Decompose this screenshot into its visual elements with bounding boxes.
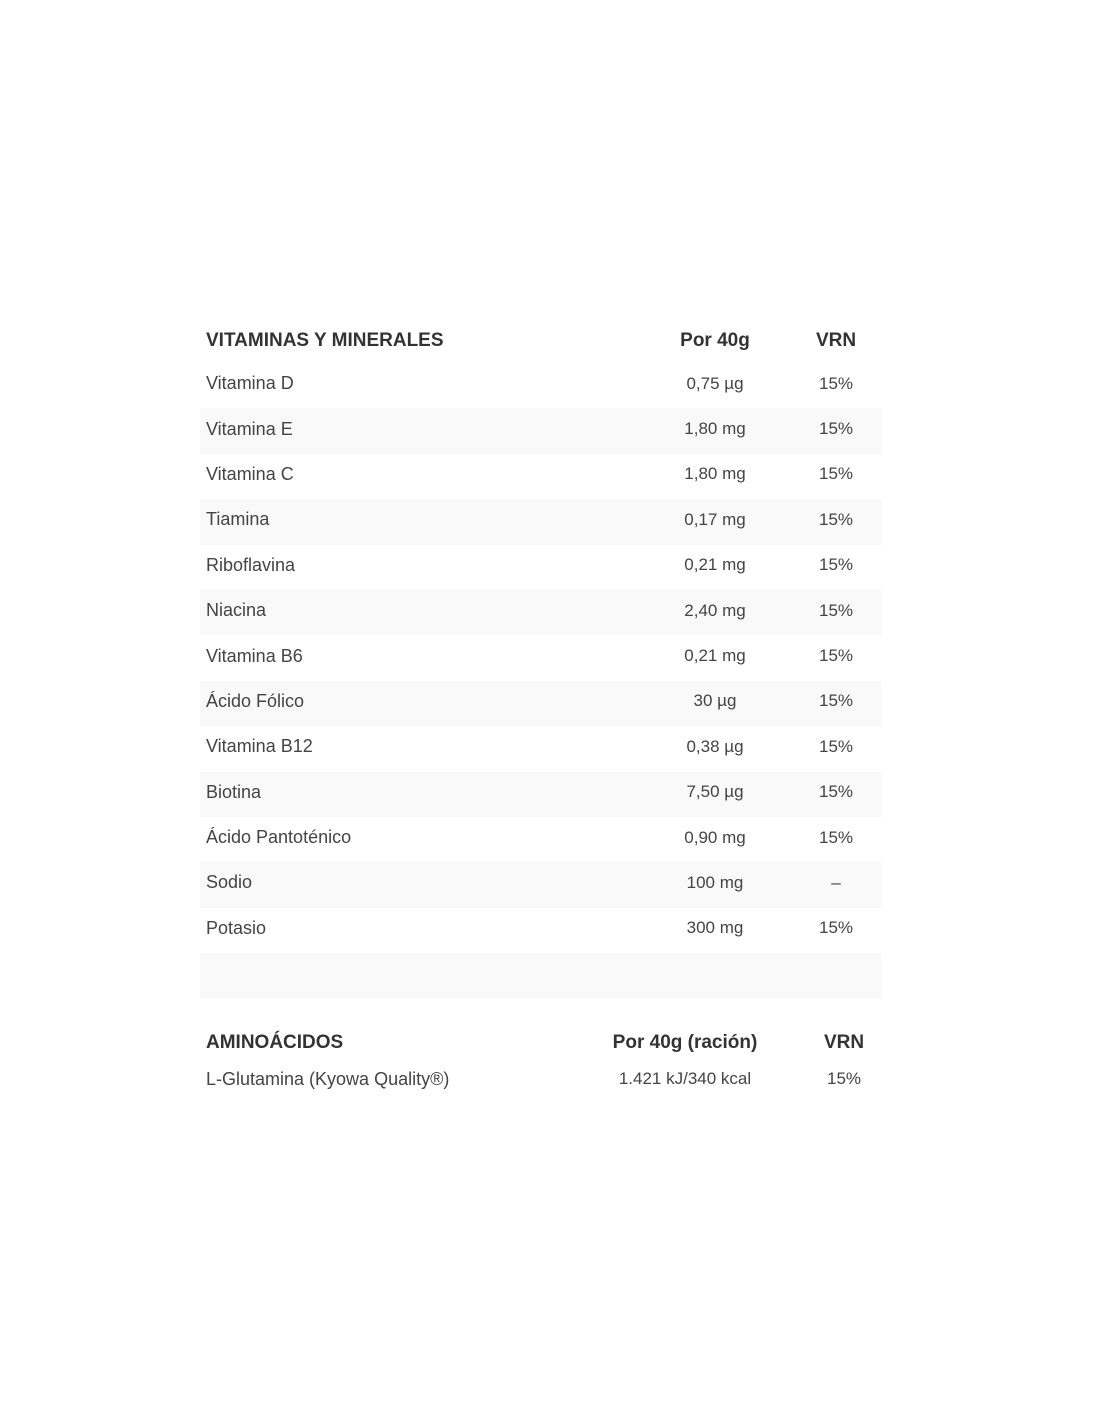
vitamins-table-header bbox=[200, 318, 882, 363]
row-vrn: 15% bbox=[818, 646, 854, 666]
row-vrn: 15% bbox=[818, 464, 854, 484]
row-name: Niacina bbox=[206, 600, 267, 621]
table-row bbox=[200, 590, 882, 635]
vitamins-table-empty-row bbox=[200, 953, 882, 998]
amino-table-body bbox=[200, 1065, 882, 1101]
row-amount: 100 mg bbox=[686, 872, 744, 892]
row-name: Potasio bbox=[206, 917, 267, 938]
row-amount: 2,40 mg bbox=[684, 600, 746, 620]
amino-table-header bbox=[200, 1020, 882, 1065]
amino-header-amount: Por 40g (ración) bbox=[612, 1031, 758, 1053]
row-name: Vitamina D bbox=[206, 373, 294, 394]
table-row bbox=[200, 363, 882, 408]
row-amount: 0,17 mg bbox=[684, 509, 746, 529]
row-amount: 7,50 µg bbox=[686, 782, 744, 802]
row-name: Biotina bbox=[206, 781, 262, 802]
row-name: Vitamina B12 bbox=[206, 736, 313, 757]
table-row bbox=[200, 635, 882, 680]
row-amount: 0,21 mg bbox=[684, 646, 746, 666]
row-vrn: 15% bbox=[818, 600, 854, 620]
row-vrn: 15% bbox=[818, 918, 854, 938]
row-vrn: 15% bbox=[826, 1069, 862, 1088]
row-amount: 0,38 µg bbox=[686, 736, 744, 756]
table-row bbox=[200, 454, 882, 499]
table-row bbox=[200, 499, 882, 544]
row-amount: 1,80 mg bbox=[684, 419, 746, 439]
row-vrn: 15% bbox=[818, 736, 854, 756]
row-name: Vitamina E bbox=[206, 418, 293, 439]
table-row bbox=[200, 862, 882, 907]
table-row bbox=[200, 408, 882, 453]
vitamins-minerals-table bbox=[200, 318, 882, 998]
table-row bbox=[200, 726, 882, 771]
row-vrn: – bbox=[831, 872, 841, 892]
vitamins-header-name: VITAMINAS Y MINERALES bbox=[206, 329, 444, 351]
row-vrn: 15% bbox=[818, 419, 854, 439]
row-vrn: 15% bbox=[818, 782, 854, 802]
amino-header-name: AMINOÁCIDOS bbox=[206, 1031, 344, 1053]
row-name: Tiamina bbox=[206, 509, 270, 530]
table-row bbox=[200, 681, 882, 726]
row-name: Ácido Fólico bbox=[206, 690, 305, 711]
table-row bbox=[200, 817, 882, 862]
row-amount: 30 µg bbox=[693, 691, 737, 711]
row-amount: 0,21 mg bbox=[684, 555, 746, 575]
row-name: Vitamina C bbox=[206, 463, 294, 484]
vitamins-table-body bbox=[200, 363, 882, 953]
row-vrn: 15% bbox=[818, 691, 854, 711]
table-row bbox=[200, 908, 882, 953]
row-amount: 300 mg bbox=[686, 918, 744, 938]
row-name: Riboflavina bbox=[206, 554, 296, 575]
row-vrn: 15% bbox=[818, 555, 854, 575]
row-name: Ácido Pantoténico bbox=[206, 827, 352, 848]
row-name: Sodio bbox=[206, 872, 253, 893]
table-row bbox=[200, 1065, 882, 1101]
row-vrn: 15% bbox=[818, 373, 854, 393]
row-amount: 1,80 mg bbox=[684, 464, 746, 484]
row-name: L-Glutamina (Kyowa Quality®) bbox=[206, 1068, 450, 1089]
row-vrn: 15% bbox=[818, 509, 854, 529]
row-vrn: 15% bbox=[818, 827, 854, 847]
amino-header-vrn: VRN bbox=[823, 1031, 865, 1053]
row-amount: 0,90 mg bbox=[684, 827, 746, 847]
table-row bbox=[200, 772, 882, 817]
vitamins-header-vrn: VRN bbox=[815, 329, 857, 351]
row-amount: 1.421 kJ/340 kcal bbox=[618, 1069, 752, 1088]
vitamins-header-amount: Por 40g bbox=[680, 329, 750, 351]
amino-acids-table bbox=[200, 1020, 882, 1101]
table-row bbox=[200, 545, 882, 590]
row-name: Vitamina B6 bbox=[206, 645, 303, 666]
row-amount: 0,75 µg bbox=[686, 373, 744, 393]
